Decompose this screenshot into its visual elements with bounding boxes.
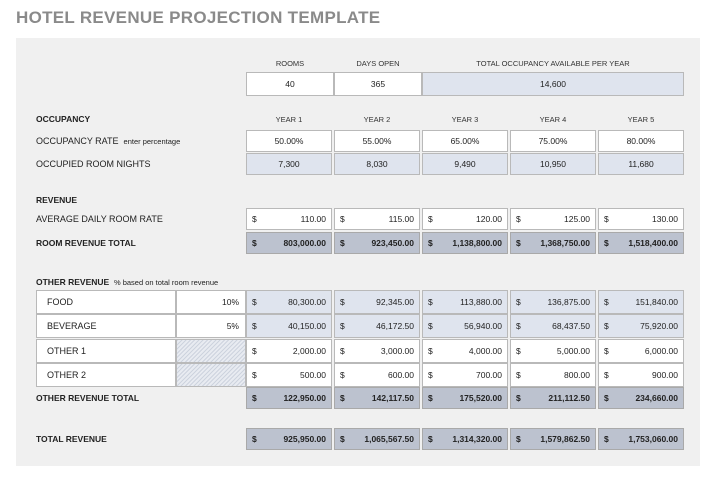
other-revenue-total-value: [334, 387, 420, 409]
other-revenue-value: [510, 314, 596, 338]
currency-symbol: $: [252, 434, 257, 444]
other-revenue-value[interactable]: [598, 339, 684, 363]
other-revenue-value[interactable]: [334, 339, 420, 363]
room-revenue-total-value: [334, 232, 420, 254]
amount: 4,000.00: [468, 346, 502, 356]
room-revenue-total-value: [246, 232, 332, 254]
amount: 1,368,750.00: [540, 238, 590, 248]
currency-symbol: $: [516, 297, 521, 307]
amount: 1,314,320.00: [452, 434, 502, 444]
page-title: HOTEL REVENUE PROJECTION TEMPLATE: [16, 8, 381, 27]
currency-symbol: $: [428, 434, 433, 444]
other-revenue-value: [422, 314, 508, 338]
currency-symbol: $: [604, 214, 609, 224]
other-revenue-pct-na: [176, 363, 246, 387]
amount: 40,150.00: [288, 321, 326, 331]
currency-symbol: $: [604, 321, 609, 331]
currency-symbol: $: [516, 370, 521, 380]
rooms-header: ROOMS: [275, 58, 305, 68]
total-revenue-value: [246, 428, 332, 450]
amount: 115.00: [388, 214, 414, 224]
currency-symbol: $: [428, 393, 433, 403]
other-revenue-value[interactable]: [334, 363, 420, 387]
adr-input[interactable]: [510, 208, 596, 230]
occupied-nights-value: 8,030: [334, 153, 420, 175]
currency-symbol: $: [428, 238, 433, 248]
amount: 800.00: [564, 370, 590, 380]
currency-symbol: $: [340, 434, 345, 444]
currency-symbol: $: [604, 297, 609, 307]
room-revenue-total-value: [422, 232, 508, 254]
room-revenue-total-value: [510, 232, 596, 254]
other-revenue-value[interactable]: [246, 339, 332, 363]
rooms-input[interactable]: 40: [246, 72, 334, 96]
other-revenue-value: [598, 314, 684, 338]
adr-input[interactable]: [422, 208, 508, 230]
amount: 46,172.50: [376, 321, 414, 331]
amount: 700.00: [476, 370, 502, 380]
total-revenue-value: [598, 428, 684, 450]
currency-symbol: $: [252, 297, 257, 307]
currency-symbol: $: [428, 214, 433, 224]
total-occupancy-value: 14,600: [422, 72, 684, 96]
year-header: YEAR 1: [275, 114, 303, 124]
currency-symbol: $: [428, 346, 433, 356]
amount: 68,437.50: [552, 321, 590, 331]
currency-symbol: $: [252, 346, 257, 356]
amount: 803,000.00: [283, 238, 326, 248]
other-revenue-total-value: [246, 387, 332, 409]
amount: 1,518,400.00: [628, 238, 678, 248]
other-revenue-heading-row: [36, 275, 336, 289]
currency-symbol: $: [604, 346, 609, 356]
amount: 92,345.00: [376, 297, 414, 307]
amount: 110.00: [300, 214, 326, 224]
currency-symbol: $: [252, 370, 257, 380]
room-revenue-total-label: ROOM REVENUE TOTAL: [36, 238, 136, 248]
occupancy-rate-input[interactable]: 65.00%: [422, 130, 508, 152]
other-revenue-total-value: [598, 387, 684, 409]
other-revenue-value[interactable]: [510, 339, 596, 363]
other-revenue-value[interactable]: [598, 363, 684, 387]
year-header: YEAR 4: [539, 114, 567, 124]
other-revenue-pct-input[interactable]: 10%: [176, 290, 246, 314]
currency-symbol: $: [252, 393, 257, 403]
amount: 923,450.00: [371, 238, 414, 248]
other-revenue-row-label: OTHER 2: [36, 363, 176, 387]
amount: 1,138,800.00: [452, 238, 502, 248]
other-revenue-value[interactable]: [422, 363, 508, 387]
occupancy-rate-label: [36, 130, 246, 152]
amount: 600.00: [388, 370, 414, 380]
currency-symbol: $: [516, 346, 521, 356]
amount: 900.00: [652, 370, 678, 380]
other-revenue-value: [246, 314, 332, 338]
currency-symbol: $: [604, 434, 609, 444]
other-revenue-value: [334, 314, 420, 338]
amount: 1,579,862.50: [540, 434, 590, 444]
other-revenue-hint: % based on total room revenue: [113, 277, 219, 287]
amount: 113,880.00: [460, 297, 502, 307]
occupancy-heading: OCCUPANCY: [36, 114, 91, 124]
other-revenue-pct-na: [176, 339, 246, 363]
amount: 80,300.00: [288, 297, 326, 307]
total-revenue-value: [334, 428, 420, 450]
occupied-nights-value: 7,300: [246, 153, 332, 175]
other-revenue-pct-input[interactable]: 5%: [176, 314, 246, 338]
currency-symbol: $: [604, 393, 609, 403]
year-header: YEAR 3: [451, 114, 479, 124]
amount: 211,112.50: [548, 393, 590, 403]
amount: 2,000.00: [292, 346, 326, 356]
total-occupancy-header: TOTAL OCCUPANCY AVAILABLE PER YEAR: [476, 58, 630, 68]
currency-symbol: $: [252, 214, 257, 224]
currency-symbol: $: [340, 346, 345, 356]
amount: 175,520.00: [459, 393, 502, 403]
adr-input[interactable]: [598, 208, 684, 230]
other-revenue-total-value: [422, 387, 508, 409]
occupied-nights-value: 11,680: [598, 153, 684, 175]
occupancy-rate-input[interactable]: 50.00%: [246, 130, 332, 152]
amount: 6,000.00: [644, 346, 678, 356]
currency-symbol: $: [428, 321, 433, 331]
total-revenue-value: [422, 428, 508, 450]
revenue-heading: REVENUE: [36, 195, 78, 205]
currency-symbol: $: [428, 297, 433, 307]
days-open-input[interactable]: 365: [334, 72, 422, 96]
occupied-nights-value: 10,950: [510, 153, 596, 175]
amount: 3,000.00: [380, 346, 414, 356]
other-revenue-value[interactable]: [422, 339, 508, 363]
other-revenue-value: [598, 290, 684, 314]
currency-symbol: $: [516, 434, 521, 444]
other-revenue-total-value: [510, 387, 596, 409]
total-revenue-label: TOTAL REVENUE: [36, 434, 107, 444]
amount: 56,940.00: [464, 321, 502, 331]
currency-symbol: $: [340, 238, 345, 248]
adr-input[interactable]: [334, 208, 420, 230]
amount: 142,117.50: [371, 393, 414, 403]
year-header: YEAR 2: [363, 114, 391, 124]
amount: 136,875.00: [547, 297, 590, 307]
other-revenue-value: [334, 290, 420, 314]
currency-symbol: $: [340, 393, 345, 403]
other-revenue-value[interactable]: [510, 363, 596, 387]
currency-symbol: $: [340, 321, 345, 331]
adr-label: AVERAGE DAILY ROOM RATE: [36, 214, 163, 224]
amount: 925,950.00: [283, 434, 326, 444]
amount: 120.00: [476, 214, 502, 224]
amount: 75,920.00: [640, 321, 678, 331]
currency-symbol: $: [340, 370, 345, 380]
total-revenue-value: [510, 428, 596, 450]
currency-symbol: $: [340, 214, 345, 224]
currency-symbol: $: [252, 321, 257, 331]
currency-symbol: $: [252, 238, 257, 248]
amount: 151,840.00: [635, 297, 678, 307]
occupied-nights-value: 9,490: [422, 153, 508, 175]
amount: 500.00: [300, 370, 326, 380]
other-revenue-row-label: BEVERAGE: [36, 314, 176, 338]
amount: 1,065,567.50: [364, 434, 414, 444]
amount: 5,000.00: [556, 346, 590, 356]
occupancy-rate-hint: enter percentage: [123, 136, 181, 146]
occupied-nights-label: OCCUPIED ROOM NIGHTS: [36, 159, 151, 169]
other-revenue-value: [422, 290, 508, 314]
currency-symbol: $: [516, 214, 521, 224]
currency-symbol: $: [604, 370, 609, 380]
other-revenue-value: [510, 290, 596, 314]
currency-symbol: $: [428, 370, 433, 380]
amount: 234,660.00: [635, 393, 678, 403]
occupancy-rate-input[interactable]: 55.00%: [334, 130, 420, 152]
amount: 1,753,060.00: [628, 434, 678, 444]
amount: 130.00: [652, 214, 678, 224]
other-revenue-value[interactable]: [246, 363, 332, 387]
other-revenue-row-label: FOOD: [36, 290, 176, 314]
days-open-header: DAYS OPEN: [356, 58, 400, 68]
occupancy-rate-input[interactable]: 75.00%: [510, 130, 596, 152]
occupancy-rate-text: OCCUPANCY RATE: [36, 136, 119, 146]
currency-symbol: $: [516, 321, 521, 331]
currency-symbol: $: [516, 393, 521, 403]
other-revenue-total-label: OTHER REVENUE TOTAL: [36, 393, 140, 403]
amount: 125.00: [564, 214, 590, 224]
currency-symbol: $: [604, 238, 609, 248]
other-revenue-row-label: OTHER 1: [36, 339, 176, 363]
other-revenue-value: [246, 290, 332, 314]
currency-symbol: $: [340, 297, 345, 307]
adr-input[interactable]: [246, 208, 332, 230]
other-revenue-heading: OTHER REVENUE: [36, 277, 110, 287]
year-header: YEAR 5: [627, 114, 655, 124]
currency-symbol: $: [516, 238, 521, 248]
occupancy-rate-input[interactable]: 80.00%: [598, 130, 684, 152]
amount: 122,950.00: [283, 393, 326, 403]
room-revenue-total-value: [598, 232, 684, 254]
